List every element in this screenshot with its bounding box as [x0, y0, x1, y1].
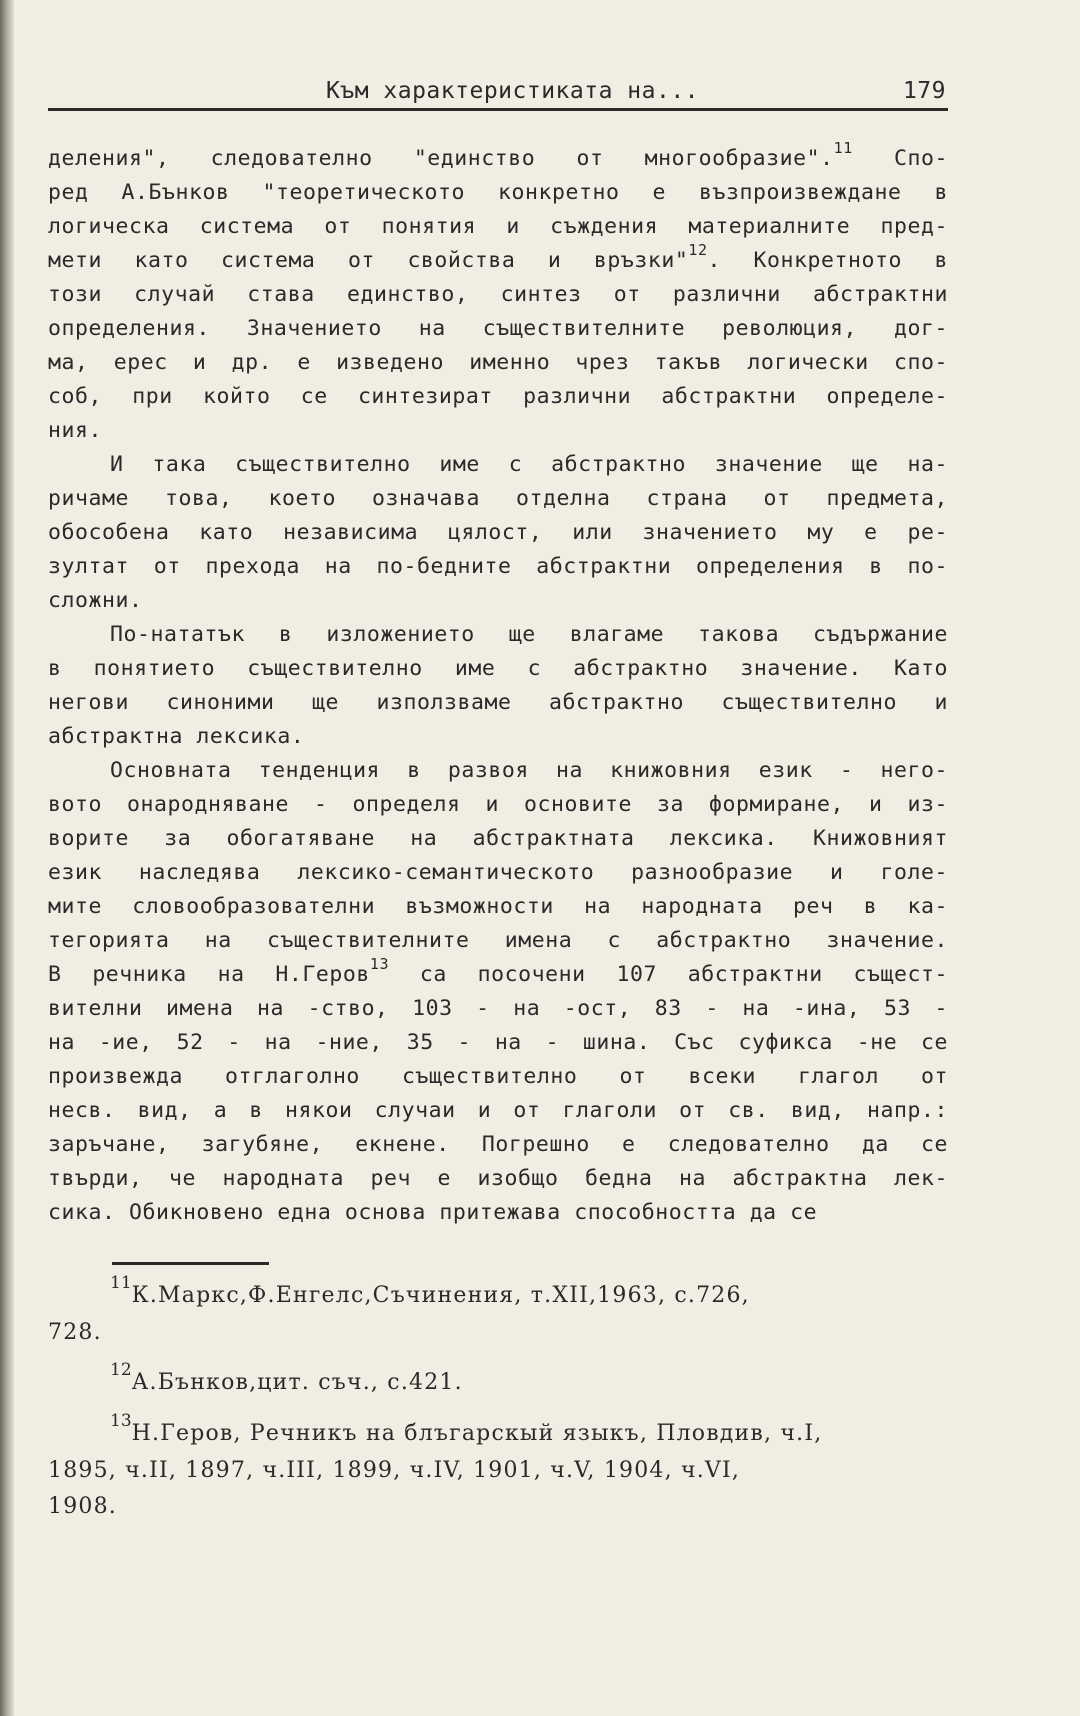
- text-line: [48, 414, 948, 448]
- line-text: език наследява лексико-семантическото разнообразие и голе-: [48, 860, 948, 885]
- text-line: [48, 550, 948, 584]
- footnote-text: Н.Геров, Речникъ на блъгарскый языкъ, Пловдив, ч.I,: [131, 1421, 823, 1446]
- footnote-text: К.Маркс,Ф.Енгелс,Съчинения, т.XII,1963, с.726,: [131, 1283, 750, 1308]
- text-line: [48, 1060, 948, 1094]
- text-line: [48, 312, 948, 346]
- footnote-11: [48, 1273, 948, 1315]
- line-text: логическа система от понятия и съждения материалните пред-: [48, 214, 948, 239]
- line-text: ворите за обогатяване на абстрактната лексика. Книжовният: [48, 826, 948, 851]
- text-line: [48, 754, 948, 788]
- line-text: обособена като независима цялост, или значението му е ре-: [48, 520, 948, 545]
- line-text: абстрактна лексика.: [48, 724, 305, 749]
- text-line: [48, 890, 948, 924]
- line-text: соб, при който се синтезират различни абстрактни определе-: [48, 384, 948, 409]
- text-line: [48, 720, 948, 754]
- line-text-continued: . Конкретното в: [707, 248, 948, 273]
- body-text: [48, 138, 948, 1230]
- text-line: [48, 1196, 948, 1230]
- text-line: [48, 1128, 948, 1162]
- line-text-continued: Спо-: [852, 146, 948, 171]
- line-text: ред А.Бънков "теоретическото конкретно е възпроизвеждане в: [48, 180, 948, 205]
- text-line: [48, 686, 948, 720]
- text-line: [48, 482, 948, 516]
- text-line: [48, 1162, 948, 1196]
- footnote-separator: [112, 1262, 269, 1265]
- line-text: сика. Обикновено една основа притежава способността да се: [48, 1200, 818, 1225]
- text-line: [48, 1026, 948, 1060]
- line-text: ма, ерес и др. е изведено именно чрез такъв логически спо-: [48, 350, 948, 375]
- line-text: сложни.: [48, 588, 143, 613]
- line-text: По-нататък в изложението ще влагаме такова съдържание: [110, 622, 948, 647]
- text-line: [48, 584, 948, 618]
- footnote-text-continued: 1895, ч.II, 1897, ч.III, 1899, ч.IV, 1901, ч.V, 1904, ч.VI,: [48, 1458, 741, 1483]
- text-line: [48, 856, 948, 890]
- footnote-marker: 13: [369, 954, 390, 973]
- text-line: [48, 210, 948, 244]
- line-text: мите словообразователни възможности на народната реч в ка-: [48, 894, 948, 919]
- text-line: [48, 516, 948, 550]
- line-text: несв. вид, а в някои случаи и от глаголи от св. вид, напр.:: [48, 1098, 948, 1123]
- text-line: [48, 924, 948, 958]
- line-text: И така съществително име с абстрактно значение ще на-: [110, 452, 948, 477]
- page-header: [48, 78, 948, 111]
- line-text: мети като система от свойства и връзки": [48, 248, 689, 273]
- line-text: твърди, че народната реч е изобщо бедна на абстрактна лек-: [48, 1166, 948, 1191]
- line-text: този случай става единство, синтез от различни абстрактни: [48, 282, 948, 307]
- line-text-continued: са посочени 107 абстрактни същест-: [389, 962, 948, 987]
- footnote-text-continued: 728.: [48, 1320, 102, 1345]
- line-text: определения. Значението на съществителните революция, дог-: [48, 316, 948, 341]
- text-line: [48, 954, 948, 992]
- footnote-12: [48, 1360, 948, 1402]
- footnote-marker: 11: [833, 138, 853, 157]
- footnote-number: 12: [110, 1360, 132, 1380]
- line-text: негови синоними ще използваме абстрактно съществително и: [48, 690, 948, 715]
- line-text: вителни имена на -ство, 103 - на -ост, 83 - на -ина, 53 -: [48, 996, 948, 1021]
- running-title: Към характеристиката на...: [326, 78, 700, 104]
- line-text: произвежда отглаголно съществително от всеки глагол от: [48, 1064, 948, 1089]
- text-line: [48, 448, 948, 482]
- text-line: [48, 992, 948, 1026]
- text-line: [48, 822, 948, 856]
- footnote-number: 13: [110, 1411, 132, 1431]
- line-text: деления", следователно "единство от многообразие".: [48, 146, 834, 171]
- footnote-text: А.Бънков,цит. съч., с.421.: [131, 1370, 463, 1395]
- line-text: тегорията на съществителните имена с абстрактно значение.: [48, 928, 948, 953]
- footnote-text-continued: 1908.: [48, 1494, 117, 1519]
- text-line: [48, 652, 948, 686]
- text-line: [48, 240, 948, 278]
- line-text: на -ие, 52 - на -ние, 35 - на - шина. Със суфикса -не се: [48, 1030, 948, 1055]
- line-text: вото онародняване - определя и основите за формиране, и из-: [48, 792, 948, 817]
- text-line: [48, 1094, 948, 1128]
- line-text: зултат от прехода на по-бедните абстрактни определения в по-: [48, 554, 948, 579]
- footnote-gap: [48, 1402, 948, 1416]
- line-text: заръчане, загубяне, екнене. Погрешно е следователно да се: [48, 1132, 948, 1157]
- text-line: [48, 138, 948, 176]
- footnote-13: [48, 1411, 948, 1453]
- footnote-gap: [48, 1351, 948, 1365]
- text-line: [48, 788, 948, 822]
- line-text: ния.: [48, 418, 102, 443]
- line-text: ричаме това, което означава отделна страна от предмета,: [48, 486, 948, 511]
- footnote-number: 11: [110, 1273, 132, 1293]
- text-line: [48, 278, 948, 312]
- text-line: [48, 346, 948, 380]
- line-text: в понятието съществително име с абстрактно значение. Като: [48, 656, 948, 681]
- line-text: В речника на Н.Геров: [48, 962, 370, 987]
- page-number: 179: [902, 78, 946, 104]
- book-spine-shadow: [0, 0, 14, 1716]
- text-line: [48, 380, 948, 414]
- text-line: [48, 176, 948, 210]
- line-text: Основната тенденция в развоя на книжовния език - него-: [110, 758, 948, 783]
- text-line: [48, 618, 948, 652]
- footnotes: [48, 1273, 948, 1525]
- footnote-marker: 12: [688, 240, 708, 259]
